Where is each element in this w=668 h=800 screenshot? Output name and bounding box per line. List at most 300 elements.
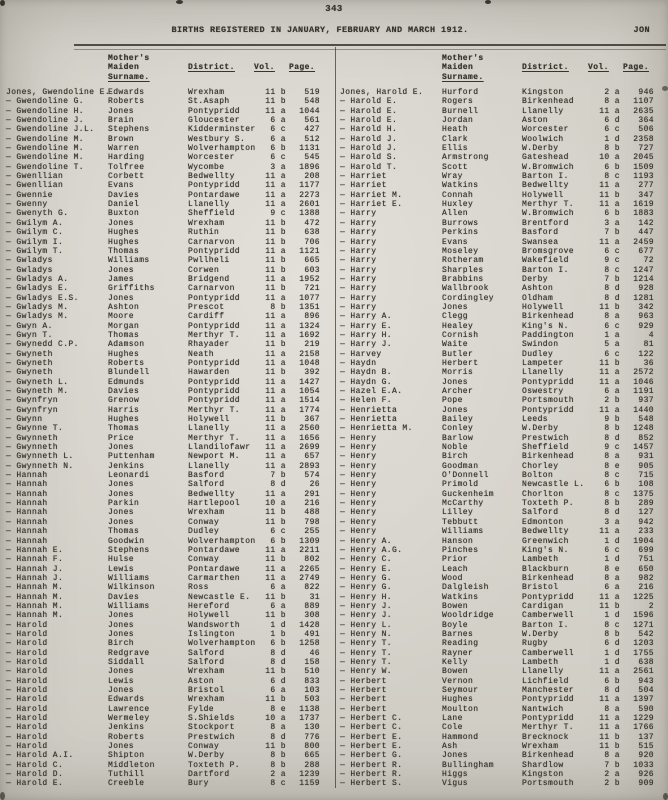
district: Carmarthen: [188, 573, 241, 583]
entry-name: — Gwilym A.: [6, 218, 64, 228]
district: Swansea: [522, 237, 559, 247]
maiden-surname: Jones: [108, 265, 135, 275]
entry-name: — Gwyn A.: [6, 321, 53, 331]
entry-name: — Harold: [6, 648, 48, 658]
page-ref: 1766: [633, 723, 654, 733]
maiden-surname: Jones: [108, 508, 135, 518]
maiden-surname: Roberts: [108, 358, 145, 368]
maiden-surname: Hughes: [108, 349, 140, 359]
table-row: [0, 424, 334, 433]
maiden-surname: Hughes: [108, 228, 140, 238]
table-row: [334, 387, 668, 396]
district: Leeds: [522, 415, 549, 425]
volume: 8 c: [604, 620, 620, 630]
entry-name: — Henry: [340, 461, 377, 471]
page-ref: 706: [304, 237, 320, 247]
district: Pontypridd: [188, 321, 241, 331]
table-row: [334, 107, 668, 116]
volume: 11 a: [265, 246, 286, 256]
district: Barton I.: [522, 265, 569, 275]
volume: 3 a: [604, 218, 620, 228]
table-row: [0, 340, 334, 349]
district: Merthyr T.: [522, 723, 575, 733]
maiden-surname: Wilkinson: [108, 583, 155, 593]
table-row: [334, 714, 668, 723]
volume: 8 c: [604, 489, 620, 499]
entry-name: — Harold: [6, 667, 48, 677]
table-row: [334, 602, 668, 611]
page-ref: 1239: [299, 770, 320, 780]
maiden-surname: Thomas: [108, 424, 140, 434]
table-row: [0, 630, 334, 639]
district: Wandsworth: [188, 620, 241, 630]
volume: 6 d: [604, 116, 620, 126]
maiden-surname: Edwards: [108, 88, 145, 97]
district: Bedwellty: [188, 489, 235, 499]
district: Bedwellty: [522, 181, 569, 191]
entry-name: — Harry: [340, 293, 377, 303]
volume: 7 b: [604, 274, 620, 284]
district: Conway: [188, 517, 220, 527]
district: Lampeter: [522, 358, 564, 368]
entry-name: — Harold C.: [6, 760, 64, 770]
entry-name: — Hannah: [6, 480, 48, 490]
volume: 1 d: [604, 657, 620, 667]
district: Rugby: [522, 639, 549, 649]
entry-name: Jones, Gwendoline E.: [6, 88, 111, 97]
page-ref: 963: [638, 312, 654, 322]
district: Pontypridd: [188, 387, 241, 396]
maiden-surname: Moulton: [442, 704, 479, 714]
maiden-surname: Bowen: [442, 667, 469, 677]
volume: 1 b: [270, 629, 286, 639]
table-row: [0, 275, 334, 284]
page-ref: 548: [304, 97, 320, 107]
volume: 11 b: [265, 228, 286, 238]
maiden-surname: Jenkins: [108, 461, 145, 471]
district: Cardigan: [522, 601, 564, 611]
entry-name: — Henry T.: [340, 639, 393, 649]
page-ref: 2358: [633, 134, 654, 144]
page-ref: 1509: [633, 162, 654, 172]
volume: 1 d: [604, 555, 620, 565]
table-row: [334, 779, 668, 788]
page-ref: 1619: [633, 200, 654, 210]
table-row: [334, 368, 668, 377]
volume: 8 a: [604, 704, 620, 714]
district: Newport M.: [188, 452, 241, 462]
table-row: [0, 593, 334, 602]
page-ref: 1309: [299, 536, 320, 546]
maiden-surname: Daniel: [108, 200, 140, 210]
volume: 6 b: [604, 676, 620, 686]
volume: 2 b: [604, 779, 620, 789]
maiden-surname: Allen: [442, 209, 469, 219]
table-row: [0, 107, 334, 116]
page-ref: 1033: [633, 760, 654, 770]
table-row: [0, 88, 334, 97]
table-row: [0, 537, 334, 546]
maiden-surname: Hughes: [442, 695, 474, 705]
district: Llanelly: [188, 461, 230, 471]
maiden-surname: Jones: [108, 686, 135, 695]
page-ref: 926: [638, 770, 654, 780]
entry-name: — Harold S.: [340, 153, 398, 163]
volume: 8 c: [270, 779, 286, 789]
maiden-surname: Moseley: [442, 246, 479, 256]
volume: 11 b: [265, 265, 286, 275]
district: Lambeth: [522, 555, 559, 565]
volume: 11 a: [265, 293, 286, 303]
page-ref: 515: [638, 742, 654, 752]
entry-name: — Haydn B.: [340, 368, 393, 378]
entry-name: — Gwladys E.: [6, 284, 69, 294]
page-ref: 158: [304, 657, 320, 667]
entry-name: — Henry: [340, 471, 377, 481]
volume: 8 b: [604, 144, 620, 154]
entry-name: — Harry: [340, 237, 377, 247]
district: Pontypridd: [522, 405, 575, 415]
table-row: [0, 565, 334, 574]
volume: 2 a: [604, 770, 620, 780]
maiden-surname: Roberts: [108, 97, 145, 107]
entry-name: — Hannah: [6, 527, 48, 537]
page-ref: 931: [638, 452, 654, 462]
entry-name: — Henry A.G.: [340, 545, 403, 555]
page-ref: 288: [304, 760, 320, 770]
maiden-surname: Tebbutt: [442, 517, 479, 527]
entry-name: — Harold J.: [340, 134, 398, 144]
volume: 9 c: [270, 209, 286, 219]
table-row: [0, 238, 334, 247]
scan-artifact: [663, 793, 668, 800]
maiden-surname: Armstrong: [442, 153, 489, 163]
page-ref: 1427: [299, 377, 320, 387]
entry-name: — Harry: [340, 246, 377, 256]
page-ref: 142: [638, 218, 654, 228]
maiden-surname: Lilley: [442, 508, 474, 518]
table-row: [0, 462, 334, 471]
volume: 1 a: [604, 330, 620, 340]
page-ref: 208: [304, 172, 320, 182]
table-row: [334, 770, 668, 779]
entry-name: — Harry: [340, 274, 377, 284]
entry-name: — Gwendoline J.L.: [6, 125, 95, 135]
volume: 11 a: [265, 433, 286, 443]
entry-name: — Harold T.: [340, 162, 398, 172]
page-ref: 1258: [299, 639, 320, 649]
maiden-surname: Archer: [442, 387, 474, 396]
district: Pontypridd: [188, 377, 241, 387]
volume: 11 b: [599, 601, 620, 611]
entry-name: — Henry T.: [340, 648, 393, 658]
table-row: [0, 406, 334, 415]
table-row: [0, 228, 334, 237]
table-row: [0, 359, 334, 368]
page-ref: 308: [304, 611, 320, 621]
table-row: [0, 639, 334, 648]
table-row: [334, 181, 668, 190]
entry-name: — Henry H.: [340, 592, 393, 602]
volume: 10 a: [265, 714, 286, 724]
entry-name: — Gwenyth G.: [6, 209, 69, 219]
district: Wolverhampton: [188, 536, 256, 546]
page-ref: 36: [643, 358, 654, 368]
volume: 11 a: [265, 489, 286, 499]
table-row: [334, 705, 668, 714]
district: Westbury S.: [188, 134, 246, 144]
entry-name: — Harvey: [340, 349, 382, 359]
page-ref: 715: [638, 471, 654, 481]
page-ref: 2699: [299, 443, 320, 453]
maiden-surname: Evans: [108, 181, 135, 191]
entry-name: — Hannah E.: [6, 545, 64, 555]
volume: 11 a: [265, 461, 286, 471]
district: Bristol: [188, 686, 225, 695]
table-row: [334, 490, 668, 499]
entry-name: — Herbert C.: [340, 714, 403, 724]
entry-name: — Herbert S.: [340, 779, 403, 789]
district: Toxteth P.: [188, 760, 241, 770]
page-ref: 1656: [299, 433, 320, 443]
district: Pontypridd: [522, 592, 575, 602]
maiden-surname: Clark: [442, 134, 469, 144]
volume: 8 a: [604, 751, 620, 761]
page-ref: 677: [638, 246, 654, 256]
district: Kingston: [522, 770, 564, 780]
table-row: [334, 574, 668, 583]
table-row: [0, 583, 334, 592]
district: Pontypridd: [188, 358, 241, 368]
table-row: [334, 294, 668, 303]
maiden-surname: Leonardi: [108, 471, 150, 481]
page-ref: 503: [304, 695, 320, 705]
table-row: [334, 555, 668, 564]
table-row: [334, 443, 668, 452]
entry-name: — Hannah M.: [6, 611, 64, 621]
page-ref: 1388: [299, 209, 320, 219]
district: Holywell: [188, 415, 230, 425]
entry-name: — Harriet: [340, 172, 387, 182]
volume: 8 a: [604, 97, 620, 107]
page-ref: 650: [638, 564, 654, 574]
entry-name: — Gwyneth M.: [6, 387, 69, 396]
volume: 2 b: [604, 396, 620, 406]
volume: 11 b: [265, 368, 286, 378]
maiden-surname: Lewis: [108, 564, 135, 574]
table-row: [334, 322, 668, 331]
table-row: [0, 303, 334, 312]
entry-name: — Henry: [340, 443, 377, 453]
volume: 1 d: [270, 620, 286, 630]
page-ref: 1755: [633, 648, 654, 658]
maiden-surname: Griffiths: [108, 284, 155, 294]
maiden-surname: Higgs: [442, 770, 469, 780]
table-row: [0, 574, 334, 583]
table-row: [334, 583, 668, 592]
volume: 11 a: [599, 723, 620, 733]
entry-name: — Hannah: [6, 471, 48, 481]
district: Woolwich: [522, 134, 564, 144]
table-row: [334, 565, 668, 574]
maiden-surname: Adamson: [108, 340, 145, 350]
page-ref: 638: [638, 657, 654, 667]
maiden-surname: Moore: [108, 312, 135, 322]
page-ref: 889: [304, 601, 320, 611]
table-row: [334, 761, 668, 770]
page-ref: 1440: [633, 405, 654, 415]
maiden-surname: Brain: [108, 116, 135, 126]
page-ref: 1048: [299, 358, 320, 368]
volume: 6 b: [604, 480, 620, 490]
page-ref: 1896: [299, 162, 320, 172]
district: Basford: [188, 471, 225, 481]
entry-name: — Gwladys: [6, 256, 53, 266]
district: Llanelly: [188, 200, 230, 210]
entry-name: — Henry: [340, 517, 377, 527]
maiden-surname: Barnes: [442, 629, 474, 639]
entry-name: — Harold: [6, 714, 48, 724]
volume: 6 a: [270, 134, 286, 144]
district: Merthyr T.: [188, 405, 241, 415]
district: Salford: [522, 508, 559, 518]
volume: 11 a: [599, 106, 620, 116]
district: Bristol: [522, 583, 559, 593]
maiden-surname: Dalgleish: [442, 583, 489, 593]
maiden-surname: Jenkins: [108, 723, 145, 733]
maiden-surname: Seymour: [442, 686, 479, 695]
district: Corwen: [188, 265, 220, 275]
volume: 6 b: [604, 162, 620, 172]
table-row: [0, 667, 334, 676]
page-ref: 1121: [299, 246, 320, 256]
district: Bolton: [522, 471, 554, 481]
maiden-surname: Wermeley: [108, 714, 150, 724]
page-ref: 1077: [299, 293, 320, 303]
table-row: [0, 761, 334, 770]
maiden-surname: Pinches: [442, 545, 479, 555]
district: Lambeth: [522, 657, 559, 667]
entry-name: — Gwynfryn: [6, 396, 59, 406]
entry-name: — Henry J.: [340, 601, 393, 611]
district: Bury: [188, 779, 209, 789]
volume: 8 b: [270, 751, 286, 761]
page-ref: 2893: [299, 461, 320, 471]
entry-name: — Herbert: [340, 695, 387, 705]
scan-artifact: [0, 792, 5, 800]
maiden-surname: Jones: [108, 106, 135, 116]
table-row: [0, 499, 334, 508]
page-ref: 255: [304, 527, 320, 537]
maiden-surname: Pope: [442, 396, 463, 406]
volume: 11 a: [265, 358, 286, 368]
entry-name: — Harold D.: [6, 770, 64, 780]
entry-name: — Hannah: [6, 536, 48, 546]
page-ref: 751: [638, 555, 654, 565]
entry-name: — Harry: [340, 302, 377, 312]
district: Blackburn: [522, 564, 569, 574]
page-ref: 447: [638, 228, 654, 238]
maiden-surname: Creeble: [108, 779, 145, 789]
page-ref: 127: [638, 508, 654, 518]
page-ref: 665: [304, 256, 320, 266]
table-row: [334, 639, 668, 648]
page-ref: 982: [638, 573, 654, 583]
entry-name: — Gwyneth: [6, 358, 53, 368]
entry-name: — Harold H.: [340, 125, 398, 135]
maiden-surname: Kelly: [442, 657, 469, 667]
entry-name: — Harold E.: [340, 97, 398, 107]
entry-name: — Gwyneth: [6, 349, 53, 359]
district: Wrexham: [188, 218, 225, 228]
entry-name: — Henry J.: [340, 611, 393, 621]
page-ref: 1375: [633, 489, 654, 499]
district: Gateshead: [522, 153, 569, 163]
entry-name: — Harry A.: [340, 312, 393, 322]
maiden-surname: Jones: [442, 751, 469, 761]
table-row: [0, 443, 334, 452]
entry-name: — Harold: [6, 742, 48, 752]
entry-name: — Gwenny: [6, 200, 48, 210]
district: Pontypridd: [188, 396, 241, 406]
entry-name: — Hazel E.A.: [340, 387, 403, 396]
volume: 11 a: [599, 592, 620, 602]
entry-name: — Gwladys: [6, 265, 53, 275]
district: Ashton: [522, 284, 554, 294]
volume: 11 b: [599, 302, 620, 312]
district: Conway: [188, 742, 220, 752]
table-row: [0, 490, 334, 499]
volume: 8 d: [270, 732, 286, 742]
maiden-surname: Jones: [108, 620, 135, 630]
page-ref: 1397: [633, 695, 654, 705]
page-ref: 2560: [299, 424, 320, 434]
page-ref: 219: [304, 340, 320, 350]
maiden-surname: Parkin: [108, 499, 140, 509]
volume: 11 b: [265, 97, 286, 107]
maiden-surname: Prior: [442, 555, 469, 565]
volume: 8 e: [604, 564, 620, 574]
table-row: [0, 172, 334, 181]
table-row: [334, 658, 668, 667]
district: Birkenhead: [522, 751, 575, 761]
volume: 8 e: [604, 461, 620, 471]
maiden-surname: Hammond: [442, 732, 479, 742]
district: W.Derby: [522, 144, 559, 154]
maiden-surname: Rayner: [442, 648, 474, 658]
district: Pontypridd: [522, 714, 575, 724]
entry-name: — Henry G.: [340, 583, 393, 593]
volume: 11 a: [265, 452, 286, 462]
page-ref: 427: [304, 125, 320, 135]
district: Wakefield: [522, 256, 569, 266]
table-row: [0, 695, 334, 704]
table-row: [334, 163, 668, 172]
district: Manchester: [522, 686, 575, 695]
volume: 11 b: [265, 611, 286, 621]
entry-name: — Henry: [340, 452, 377, 462]
table-row: [0, 686, 334, 695]
entry-name: — Gwynn: [6, 415, 43, 425]
volume: 8 c: [604, 265, 620, 275]
entry-name: — Harold E.: [6, 779, 64, 789]
district: Wolverhampton: [188, 639, 256, 649]
maiden-surname: Jones: [108, 489, 135, 499]
district: Brecknock: [522, 732, 569, 742]
maiden-surname: Edmunds: [108, 377, 145, 387]
table-row: [0, 546, 334, 555]
entry-name: — Hannah J.: [6, 573, 64, 583]
